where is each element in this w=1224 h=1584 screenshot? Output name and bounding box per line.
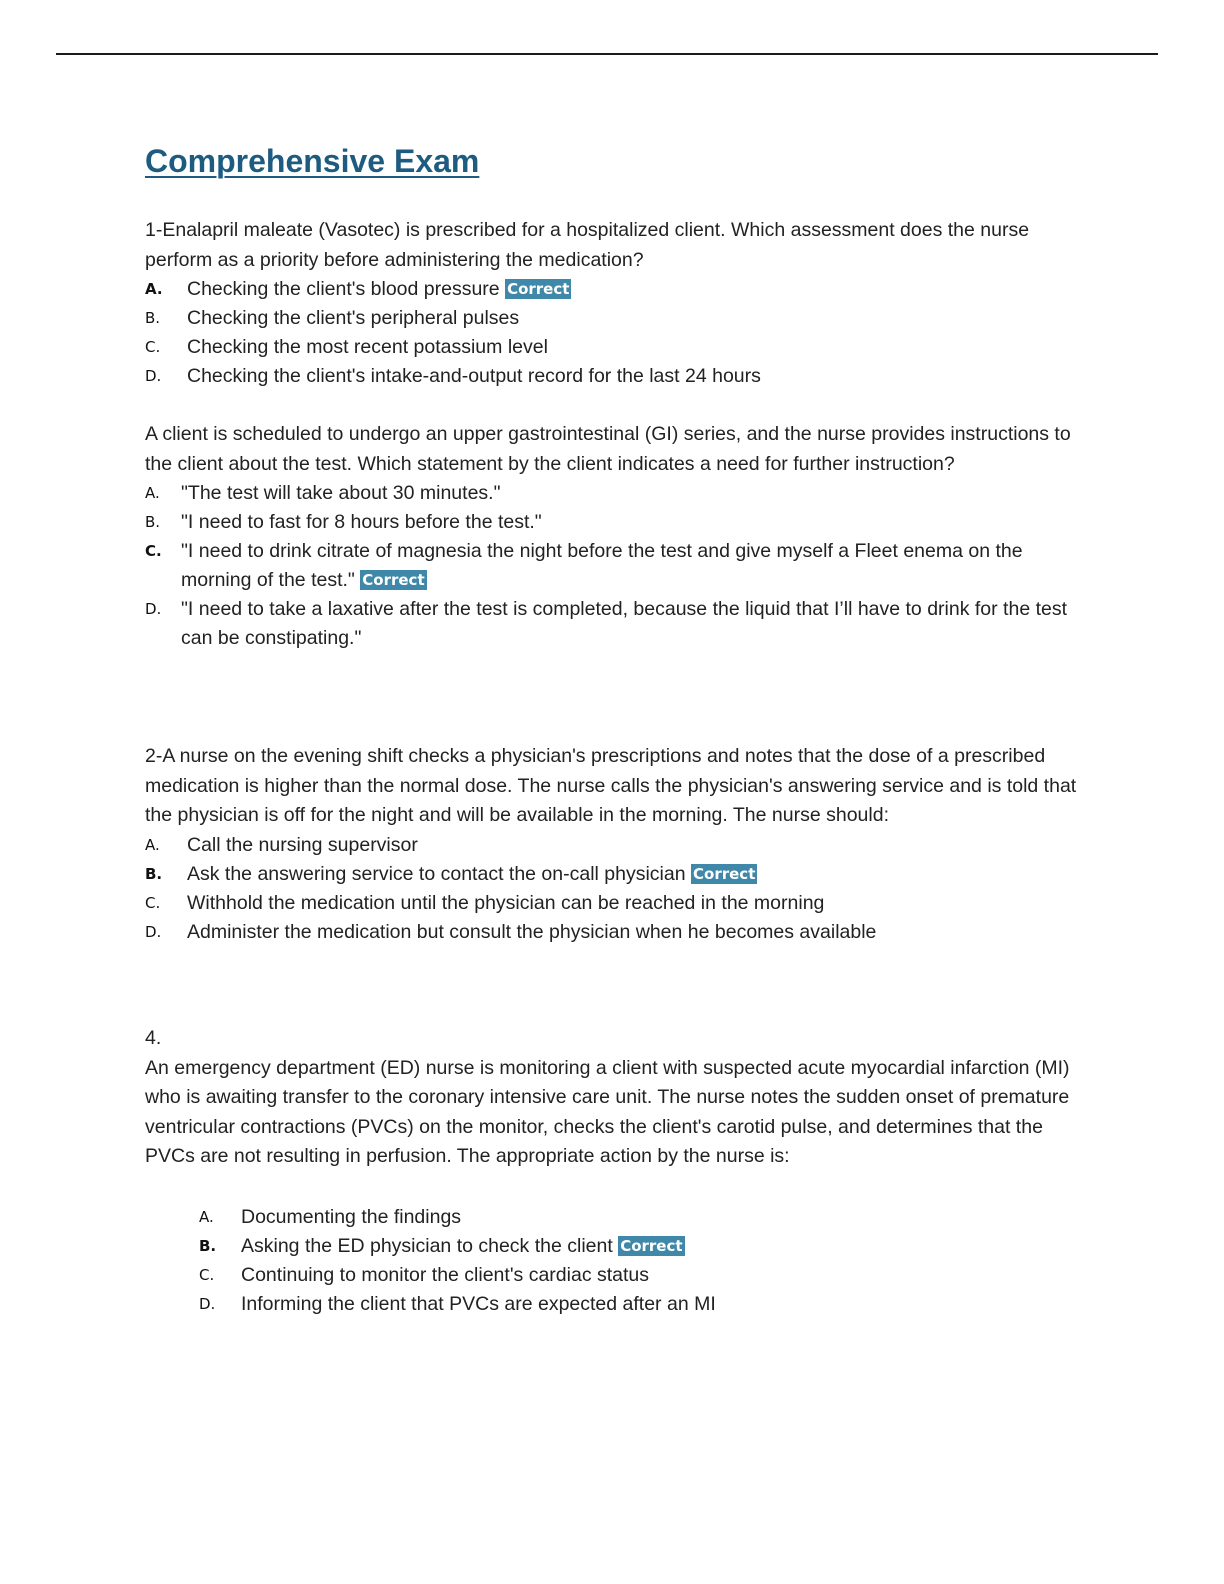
- option-text: Ask the answering service to contact the on-call physician: [187, 862, 686, 885]
- top-rule: [56, 53, 1158, 55]
- question-2: [145, 742, 1085, 947]
- option-text: Documenting the findings: [241, 1206, 462, 1228]
- option-text: "The test will take about 30 minutes.": [181, 482, 501, 504]
- option-b: [199, 1232, 1079, 1261]
- option-letter: C.: [145, 338, 161, 356]
- option-letter: A.: [145, 280, 163, 298]
- correct-badge: Correct: [507, 280, 570, 298]
- option-c: [145, 333, 1085, 362]
- option-letter: B.: [145, 309, 161, 327]
- question-stem: A client is scheduled to undergo an upper gastrointestinal (GI) series, and the nurse provides instructions to the client about the test. Which statement by the client indicates a need for further instruction?: [145, 423, 1071, 475]
- option-text: Call the nursing supervisor: [187, 833, 418, 856]
- option-c: [145, 889, 1085, 918]
- option-d: [145, 595, 1085, 653]
- question-number: 4.: [145, 1027, 162, 1049]
- option-b: [145, 508, 1085, 537]
- option-letter: A.: [145, 835, 160, 854]
- question-stem: 1-Enalapril maleate (Vasotec) is prescribed for a hospitalized client. Which assessment does the nurse perform as a priority before administering the medication?: [145, 219, 1030, 271]
- option-text: Continuing to monitor the client's cardiac status: [241, 1264, 650, 1286]
- option-letter: B.: [145, 513, 161, 531]
- option-letter: D.: [145, 600, 162, 618]
- option-text: Checking the client's intake-and-output record for the last 24 hours: [187, 365, 761, 387]
- option-text: "I need to take a laxative after the test is completed, because the liquid that I’ll have to drink for the test can be constipating.": [181, 598, 1068, 649]
- option-a: [145, 479, 1085, 508]
- option-text: Checking the client's blood pressure: [187, 278, 500, 300]
- option-text: Checking the client's peripheral pulses: [187, 307, 520, 329]
- option-c: [145, 537, 1085, 595]
- option-text: Informing the client that PVCs are expected after an MI: [241, 1293, 716, 1315]
- option-letter: C.: [199, 1266, 215, 1284]
- option-text: Administer the medication but consult the physician when he becomes available: [187, 920, 877, 943]
- option-d: [199, 1290, 1079, 1319]
- question-4: [145, 1024, 1085, 1172]
- option-letter: A.: [145, 484, 160, 502]
- option-letter: D.: [145, 367, 162, 385]
- option-text: "I need to drink citrate of magnesia the night before the test and give myself a Fleet enema on the morning of the test.": [181, 540, 1023, 591]
- correct-badge: Correct: [362, 571, 425, 589]
- question-4-options: [199, 1203, 1079, 1319]
- question-stem: An emergency department (ED) nurse is monitoring a client with suspected acute myocardial infarction (MI) who is awaiting transfer to the coronary intensive care unit. The nurse notes the sudden onset of premature ventricular contractions (PVCs) on the monitor, checks the client's carotid pulse, and determines that the PVCs are not resulting in perfusion. The appropriate action by the nurse is:: [145, 1056, 1070, 1167]
- option-a: [199, 1203, 1079, 1232]
- option-letter: D.: [199, 1295, 216, 1313]
- option-a: [145, 831, 1085, 860]
- option-d: [145, 362, 1085, 391]
- option-letter: B.: [145, 864, 163, 883]
- option-text: Asking the ED physician to check the client: [241, 1235, 613, 1257]
- option-b: [145, 860, 1085, 889]
- option-letter: C.: [145, 542, 162, 560]
- question-1: [145, 216, 1085, 391]
- option-d: [145, 918, 1085, 947]
- option-letter: D.: [145, 922, 162, 941]
- option-text: "I need to fast for 8 hours before the test.": [181, 511, 542, 533]
- option-text: Withhold the medication until the physician can be reached in the morning: [187, 891, 825, 914]
- option-c: [199, 1261, 1079, 1290]
- option-list: [145, 479, 1085, 653]
- correct-badge: Correct: [693, 864, 756, 883]
- option-list: [145, 275, 1085, 391]
- option-letter: A.: [199, 1208, 214, 1226]
- option-a: [145, 275, 1085, 304]
- option-b: [145, 304, 1085, 333]
- page-title: Comprehensive Exam: [145, 143, 480, 179]
- option-list: [199, 1203, 1079, 1319]
- option-text: Checking the most recent potassium level: [187, 336, 548, 358]
- option-letter: C.: [145, 893, 161, 912]
- option-list: [145, 831, 1085, 947]
- question-stem: 2-A nurse on the evening shift checks a physician's prescriptions and notes that the dose of a prescribed medication is higher than the normal dose. The nurse calls the physician's answering service and is told that the physician is off for the night and will be available in the morning. The nurse should:: [145, 745, 1077, 826]
- question-gi-series: [145, 420, 1085, 653]
- correct-badge: Correct: [620, 1237, 683, 1255]
- option-letter: B.: [199, 1237, 217, 1255]
